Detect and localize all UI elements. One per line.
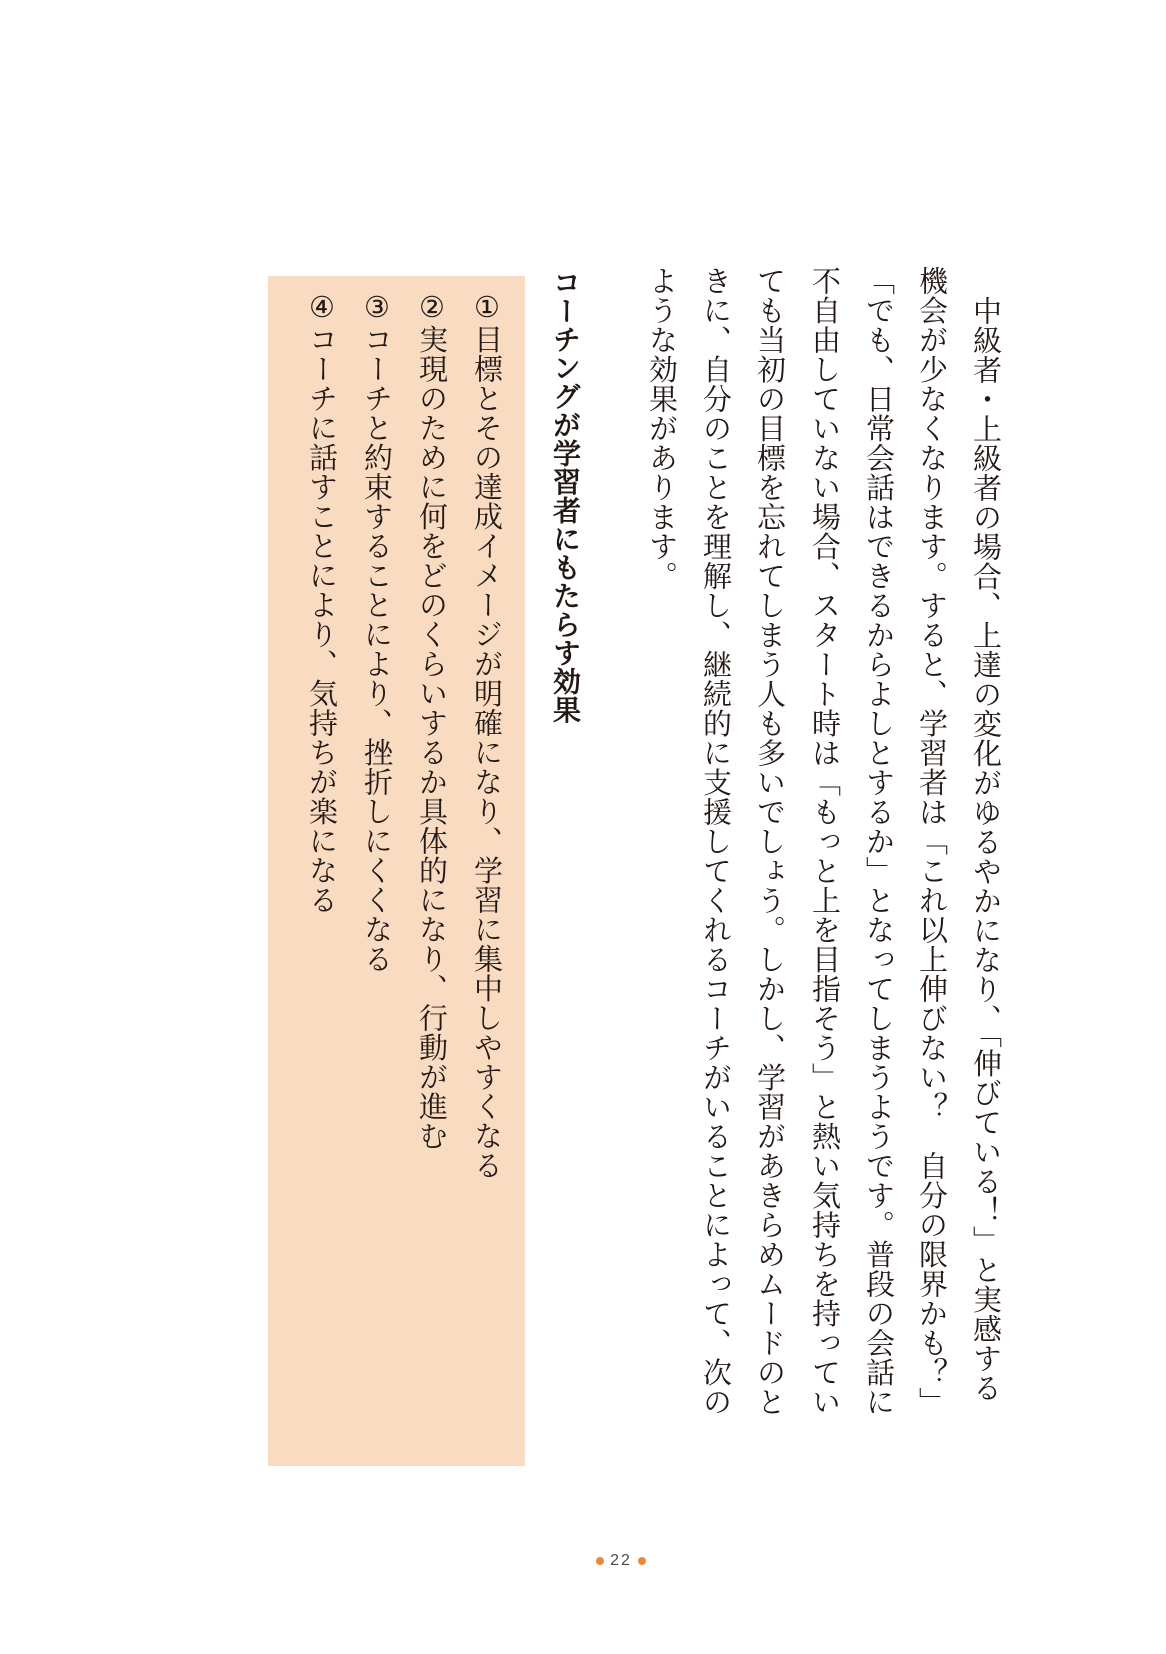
- effect-item-3: ③コーチと約束することにより、挫折しにくくなる: [360, 290, 394, 974]
- body-line: 機会が少なくなります。すると、学習者は「これ以上伸びない？ 自分の限界かも？」: [915, 266, 949, 1417]
- body-line: ような効果があります。: [645, 266, 679, 591]
- body-line: 不自由していない場合、スタート時は「もっと上を目指そう」と熱い気持ちを持ってい: [808, 266, 842, 1417]
- effects-box: [268, 276, 525, 1466]
- effect-item-1: ①目標とその達成イメージが明確になり、学習に集中しやすくなる: [470, 290, 504, 1180]
- body-line: 中級者・上級者の場合、上達の変化がゆるやかになり、「伸びている！」と実感する: [969, 296, 1003, 1403]
- body-line: きに、自分のことを理解し、継続的に支援してくれるコーチがいることによって、次の: [699, 266, 733, 1417]
- page-number-text: 22: [610, 1552, 632, 1569]
- page-number: [571, 1549, 671, 1573]
- effect-item-2: ②実現のために何をどのくらいするか具体的になり、行動が進む: [415, 290, 449, 1151]
- effect-item-4: ④コーチに話すことにより、気持ちが楽になる: [305, 290, 339, 915]
- section-heading: コーチングが学習者にもたらす効果: [549, 268, 582, 724]
- body-line: 「でも、日常会話はできるからよしとするか」となってしまうようです。普段の会話に: [862, 266, 896, 1417]
- dot-icon: [638, 1557, 646, 1565]
- body-line: ても当初の目標を忘れてしまう人も多いでしょう。しかし、学習があきらめムードのと: [753, 266, 787, 1417]
- dot-icon: [596, 1557, 604, 1565]
